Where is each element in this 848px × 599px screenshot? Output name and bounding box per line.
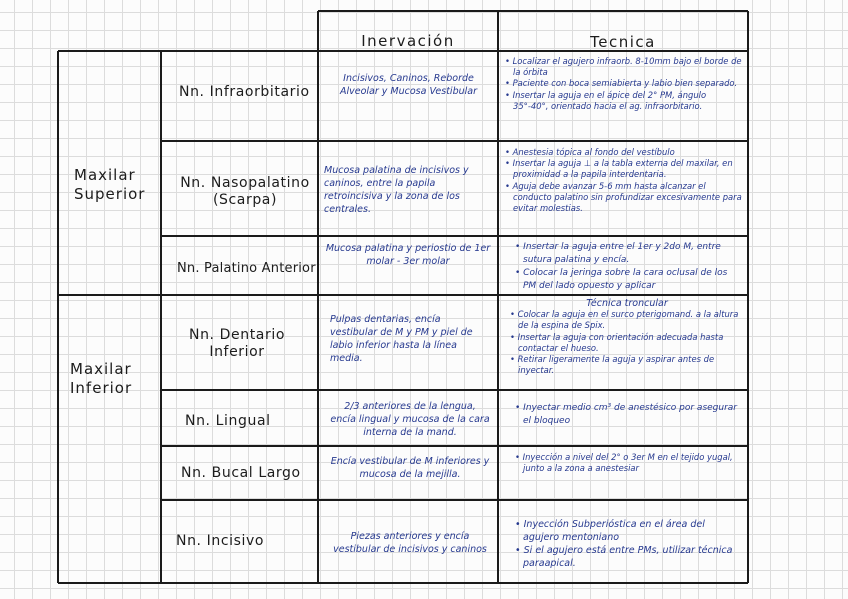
list-item: • Colocar la jeringa sobre la cara oclusal de los PM del lado opuesto y aplicar [515, 268, 728, 291]
nerve-lingual: Nn. Lingual [185, 413, 271, 429]
header-inervacion: Inervación [361, 32, 455, 50]
nerve-incisivo: Nn. Incisivo [176, 533, 265, 549]
list-item: • Paciente con boca semiabierta y labio bien separado. [505, 78, 738, 89]
tecnica-bucal-largo [515, 452, 743, 474]
list-item: • Colocar la aguja en el surco pterigomand. a la altura de la espina de Spix. [510, 309, 739, 331]
tecnica-palatino-anterior [515, 241, 743, 293]
list-item: • Insertar la aguja con orientación adecuada hasta contactar el hueso. [510, 331, 724, 353]
inervacion-bucal-largo: Encía vestibular de M inferiores y mucosa de la mejilla. [330, 456, 490, 480]
list-item: • Retirar ligeramente la aguja y aspirar antes de inyectar. [510, 354, 715, 376]
inervacion-palatino-anterior: Mucosa palatina y periostio de 1er molar - 3er molar [325, 243, 491, 267]
list-item: • Inyección Subperióstica en el área del agujero mentoniano [515, 519, 705, 543]
list-item: • Inyectar medio cm³ de anestésico por asegurar el bloqueo [515, 403, 737, 426]
nerve-palatino-anterior: Nn. Palatino Anterior [177, 261, 316, 276]
group-maxilar-inferior: Maxilar Inferior [70, 360, 133, 397]
tecnica-incisivo [515, 518, 743, 570]
inervacion-incisivo: Piezas anteriores y encía vestibular de incisivos y caninos [333, 531, 487, 555]
nerve-nasopalatino: Nn. Nasopalatino (Scarpa) [180, 175, 310, 208]
group-maxilar-superior: Maxilar Superior [74, 166, 146, 203]
list-item: • Localizar el agujero infraorb. 8-10mm bajo el borde de la órbita [505, 56, 742, 78]
tecnica-infraorbitario [505, 56, 743, 112]
tecnica-title: Técnica troncular [586, 298, 668, 309]
tecnica-dentario-inferior [510, 298, 744, 376]
nerve-dentario-inferior: Nn. Dentario Inferior [189, 327, 285, 360]
list-item: • Insertar la aguja entre el 1er y 2do M, entre sutura palatina y encía. [515, 242, 721, 265]
list-item: • Anestesia tópica al fondo del vestíbulo [505, 147, 675, 157]
list-item: • Insertar la aguja ⊥ a la tabla externa del maxilar, en proximidad a la papila interdentaria. [505, 158, 733, 180]
list-item: • Inyección a nivel del 2° o 3er M en el tejido yugal, junto a la zona a anestesiar [515, 452, 733, 474]
nerve-infraorbitario: Nn. Infraorbitario [179, 84, 310, 100]
inervacion-infraorbitario: Incisivos, Caninos, Reborde Alveolar y Mucosa Vestibular [339, 73, 477, 97]
list-item: • Insertar la aguja en el ápice del 2° PM, ángulo 35°-40°, orientado hacia el ag. infraorbitario. [505, 89, 707, 111]
tecnica-lingual [515, 402, 743, 428]
header-tecnica: Tecnica [590, 33, 656, 51]
tecnica-nasopalatino [505, 147, 743, 214]
nerve-bucal-largo: Nn. Bucal Largo [181, 465, 301, 481]
list-item: • Aguja debe avanzar 5-6 mm hasta alcanzar el conducto palatino sin profundizar excesivamente para evitar molestias. [505, 180, 742, 214]
inervacion-lingual: 2/3 anteriores de la lengua, encía lingual y mucosa de la cara interna de la mand. [330, 401, 490, 438]
list-item: • Si el agujero está entre PMs, utilizar técnica paraapical. [515, 545, 733, 569]
inervacion-nasopalatino: Mucosa palatina de incisivos y caninos, entre la papila retroincisiva y la zona de los centrales. [324, 165, 469, 215]
inervacion-dentario-inferior: Pulpas dentarias, encía vestibular de M y PM y piel de labio inferior hasta la línea media. [330, 314, 473, 364]
